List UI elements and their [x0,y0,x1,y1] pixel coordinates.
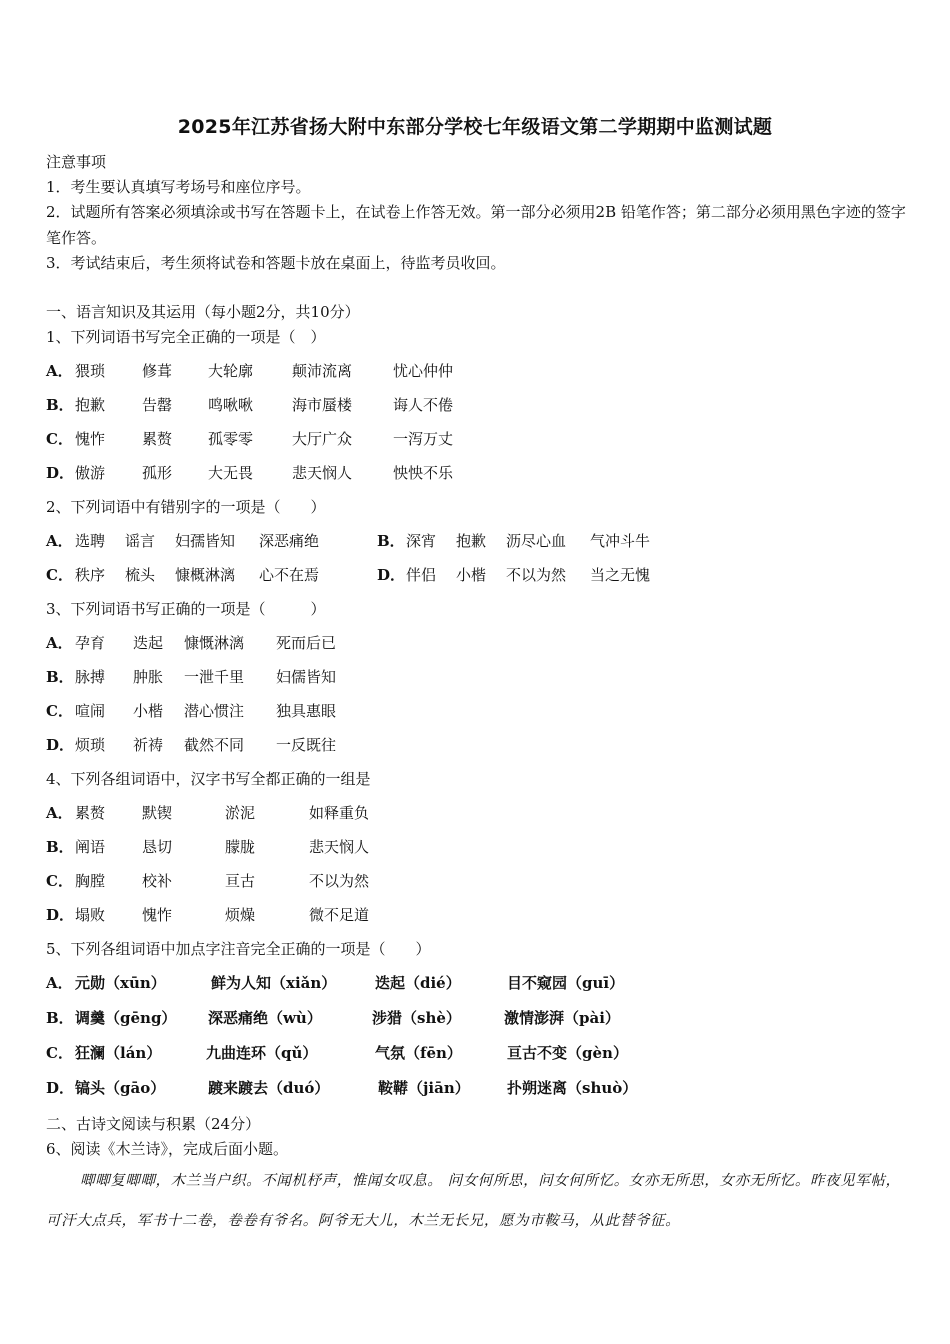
reading-passage: 唧唧复唧唧，木兰当户织。不闻机杼声，惟闻女叹息。 问女何所思，问女何所忆。女亦无所思，女亦无所忆。昨夜见军帖，可汗大点兵，军书十二卷，卷卷有爷名。阿爷无大儿，木兰无长兄，愿为市鞍马，从此替爷征。 [46,1173,901,1229]
option-word: 涉猎（shè） [372,1009,461,1027]
option-word: 深恶痛绝（wù） [208,1009,322,1027]
option-word: 深恶痛绝 [259,532,320,550]
option-label: D． [377,566,406,584]
option-label: D． [46,1079,75,1097]
option-word: 元勋（xūn） [75,974,166,992]
option-word: 肿胀 [133,668,164,686]
question-6-stem: 6、阅读《木兰诗》，完成后面小题。 [46,1140,289,1158]
page-title: 2025年江苏省扬大附中东部分学校七年级语文第二学期期中监测试题 [177,116,773,138]
option-label: D． [46,464,75,482]
section-2-heading: 二、古诗文阅读与积累（24分） [46,1115,261,1133]
option-word: 孤形 [142,464,173,482]
option-word: 淤泥 [225,804,256,822]
option-word: 截然不同 [184,736,245,754]
option-word: 妇儒皆知 [276,668,337,686]
option-word: 亘古 [225,872,256,890]
question-5-stem: 5、下列各组词语中加点字注音完全正确的一项是（ ） [46,940,431,958]
option-label: A． [46,804,73,822]
option-word: 小楷 [456,566,487,584]
option-word: 恳切 [142,838,173,856]
option-word: 胸膛 [75,872,106,890]
option-word: 愧怍 [142,906,173,924]
option-word: 大厅广众 [292,430,353,448]
option-word: 激情澎湃（pài） [504,1009,620,1027]
option-word: 告罄 [142,396,173,414]
option-word: 海市蜃楼 [292,396,353,414]
option-word: 九曲连环（qǔ） [206,1044,318,1062]
option-word: 校补 [142,872,173,890]
option-word: 抱歉 [75,396,106,414]
option-word: 谣言 [125,532,156,550]
option-word: 镐头（gāo） [75,1079,166,1097]
option-word: 颠沛流离 [292,362,353,380]
option-word: 一泻万丈 [393,430,454,448]
option-word: 烦琐 [75,736,106,754]
option-word: 当之无愧 [590,566,651,584]
option-word: 阐语 [75,838,106,856]
option-word: 悲天悯人 [309,838,370,856]
option-word: 死而后已 [276,634,337,652]
option-word: 怏怏不乐 [393,464,454,482]
option-label: C． [46,430,73,448]
option-label: B． [377,532,405,550]
option-word: 慷概淋漓 [175,566,236,584]
option-label: A． [46,634,73,652]
option-word: 踱来踱去（duó） [208,1079,330,1097]
option-word: 鞍鞯（jiān） [378,1079,470,1097]
option-word: 修葺 [142,362,173,380]
question-2-stem: 2、下列词语中有错别字的一项是（ ） [46,498,326,516]
option-word: 祈祷 [133,736,164,754]
option-word: 迭起（dié） [375,974,461,992]
option-word: 如释重负 [309,804,370,822]
option-word: 鸣啾啾 [208,396,254,414]
option-word: 目不窥园（guī） [507,974,625,992]
option-word: 孤零零 [208,430,254,448]
option-label: C． [46,1044,73,1062]
option-word: 抱歉 [456,532,487,550]
option-word: 喧闹 [75,702,106,720]
option-label: B． [46,838,74,856]
option-word: 大轮廓 [208,362,254,380]
notice-item-3: 3．考试结束后，考生须将试卷和答题卡放在桌面上，待监考员收回。 [46,254,506,272]
option-word: 调羹（gēng） [75,1009,177,1027]
option-word: 诲人不倦 [393,396,454,414]
option-word: 选聘 [75,532,106,550]
question-4-stem: 4、下列各组词语中，汉字书写全都正确的一组是 [46,770,371,788]
option-word: 傲游 [75,464,106,482]
option-word: 累赘 [75,804,106,822]
option-word: 不以为然 [309,872,370,890]
option-word: 塌败 [75,906,106,924]
option-word: 伴侣 [406,566,437,584]
option-word: 烦燥 [225,906,256,924]
option-label: B． [46,668,74,686]
option-word: 气冲斗牛 [590,532,651,550]
option-word: 一反既往 [276,736,337,754]
option-word: 朦胧 [225,838,256,856]
option-label: D． [46,906,75,924]
option-word: 狂澜（lán） [75,1044,162,1062]
option-label: C． [46,702,73,720]
option-label: B． [46,1009,74,1027]
option-label: A． [46,362,73,380]
option-label: D． [46,736,75,754]
option-word: 潜心惯注 [184,702,245,720]
option-word: 妇孺皆知 [175,532,236,550]
option-word: 独具惠眼 [276,702,337,720]
option-word: 深宵 [406,532,437,550]
option-word: 脉搏 [75,668,106,686]
question-3-stem: 3、下列词语书写正确的一项是（ ） [46,600,326,618]
option-word: 不以为然 [506,566,567,584]
section-1-heading: 一、语言知识及其运用（每小题2分，共10分） [46,303,360,321]
option-word: 累赘 [142,430,173,448]
option-word: 小楷 [133,702,164,720]
notice-item-1: 1．考生要认真填写考场号和座位序号。 [46,178,311,196]
option-word: 忧心仲仲 [393,362,454,380]
option-word: 猥琐 [75,362,106,380]
option-word: 气氛（fēn） [375,1044,462,1062]
option-word: 亘古不变（gèn） [507,1044,628,1062]
option-word: 鲜为人知（xiǎn） [211,974,337,992]
notice-item-2: 2．试题所有答案必须填涂或书写在答题卡上，在试卷上作答无效。第一部分必须用2B 铅笔作答；第二部分必须用黑色字迹的签字笔作答。 [46,203,906,247]
option-label: C． [46,872,73,890]
option-word: 孕育 [75,634,106,652]
option-label: B． [46,396,74,414]
option-word: 大无畏 [208,464,254,482]
option-word: 迭起 [133,634,164,652]
option-word: 沥尽心血 [506,532,567,550]
option-word: 一泄千里 [184,668,245,686]
option-word: 悲天悯人 [292,464,353,482]
option-word: 梳头 [125,566,156,584]
option-word: 愧怍 [75,430,106,448]
option-word: 微不足道 [309,906,370,924]
option-word: 心不在焉 [259,566,320,584]
option-label: C． [46,566,73,584]
notice-heading: 注意事项 [46,153,107,171]
option-word: 慷慨淋漓 [184,634,245,652]
question-1-stem: 1、下列词语书写完全正确的一项是（ ） [46,328,326,346]
option-label: A． [46,974,73,992]
option-word: 默锲 [142,804,173,822]
option-word: 扑朔迷离（shuò） [507,1079,638,1097]
option-word: 秩序 [75,566,106,584]
option-label: A． [46,532,73,550]
